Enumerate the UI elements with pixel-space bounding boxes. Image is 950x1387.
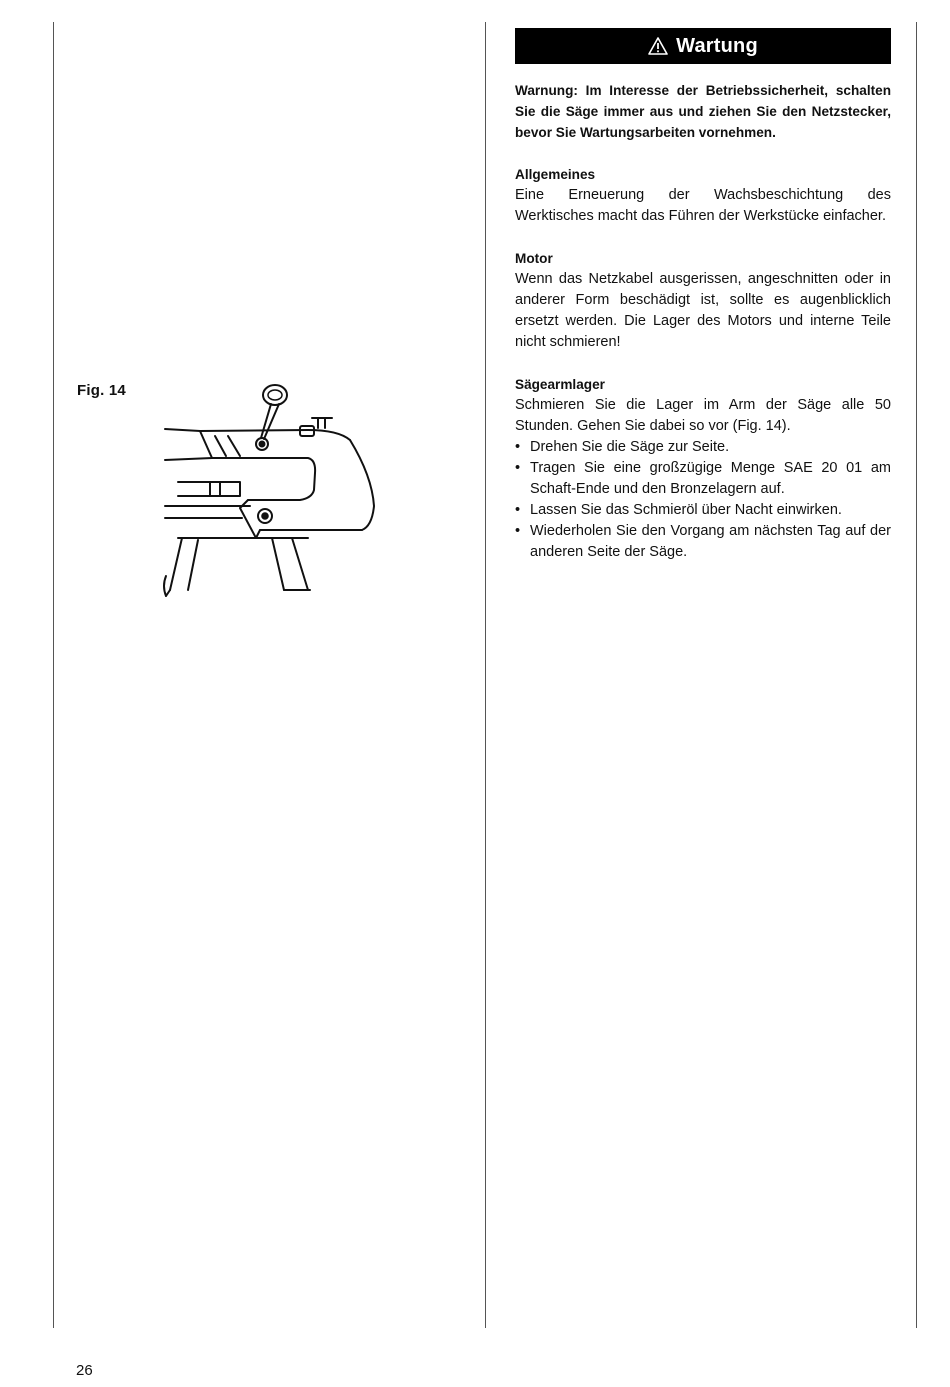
- page-title: Wartung: [676, 34, 758, 57]
- safety-warning: Warnung: Im Interesse der Betriebssicherheit, schalten Sie die Säge immer aus und ziehen Sie den Netzstecker, bevor Sie Wartungsarbeiten vornehmen.: [515, 83, 891, 140]
- list-item: • Lassen Sie das Schmieröl über Nacht einwirken.: [515, 500, 891, 521]
- section-text: Schmieren Sie die Lager im Arm der Säge alle 50 Stunden. Gehen Sie dabei so vor (Fig. 14).: [515, 397, 891, 434]
- list-item: • Wiederholen Sie den Vorgang am nächsten Tag auf der anderen Seite der Säge.: [515, 521, 891, 563]
- section-text: Wenn das Netzkabel ausgerissen, angeschnitten oder in anderer Form beschädigt ist, sollte es augenblicklich ersetzt werden. Die Lager des Motors und interne Teile nicht schmieren!: [515, 271, 891, 350]
- instruction-list: [515, 437, 891, 563]
- section-heading: Motor: [515, 251, 553, 266]
- right-margin-rule: [916, 22, 917, 1328]
- section-title-bar: [515, 28, 891, 64]
- figure-label: Fig. 14: [77, 382, 126, 399]
- figure-14: [160, 378, 380, 600]
- left-margin-rule: [53, 22, 54, 1328]
- column-divider: [485, 22, 486, 1328]
- page-number: 26: [76, 1362, 93, 1379]
- main-content: [515, 28, 891, 563]
- section-general: [515, 164, 891, 227]
- section-heading: Allgemeines: [515, 167, 596, 182]
- warning-triangle-icon: [648, 37, 668, 55]
- list-item: • Tragen Sie eine großzügige Menge SAE 20 01 am Schaft-Ende und den Bronzelagern auf.: [515, 458, 891, 500]
- section-heading: Sägearmlager: [515, 377, 605, 392]
- scroll-saw-oiling-illustration: [160, 378, 380, 600]
- section-text: Eine Erneuerung der Wachsbeschichtung des Werktisches macht das Führen der Werkstücke einfacher.: [515, 187, 891, 224]
- section-arm-bearing: [515, 374, 891, 563]
- list-item: • Drehen Sie die Säge zur Seite.: [515, 437, 891, 458]
- section-motor: [515, 248, 891, 353]
